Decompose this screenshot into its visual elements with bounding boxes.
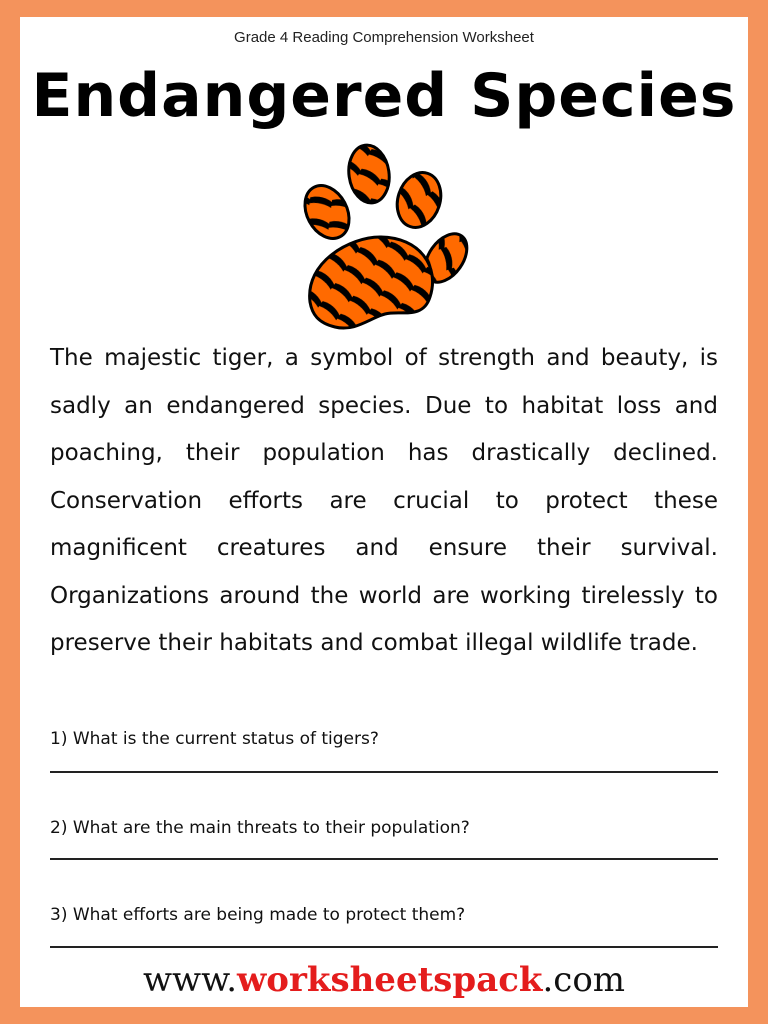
tiger-paw-icon — [280, 132, 480, 332]
reading-passage: The majestic tiger, a symbol of strength and beauty, is sadly an endangered species. Due to habitat loss and poaching, their population has drastically declined. Conservation efforts are crucial to protect these magnificent creatures and ensure their survival. Organizations around the world are working tirelessly to preserve their habitats and combat illegal wildlife trade. — [50, 345, 718, 656]
answer-line-1[interactable] — [50, 771, 718, 773]
answer-line-3[interactable] — [50, 946, 718, 948]
website-footer[interactable] — [20, 960, 748, 1000]
worksheet-page — [20, 17, 748, 1007]
grade-label: Grade 4 Reading Comprehension Worksheet — [234, 29, 534, 46]
footer-prefix: www. — [142, 960, 238, 1000]
page-title: Endangered Species — [31, 61, 737, 131]
question-1: 1) What is the current status of tigers? — [50, 729, 379, 749]
question-2: 2) What are the main threats to their population? — [50, 818, 470, 838]
answer-line-2[interactable] — [50, 858, 718, 860]
footer-suffix: .com — [542, 960, 626, 1000]
question-3: 3) What efforts are being made to protect them? — [50, 905, 466, 925]
footer-brand: worksheetspack — [237, 960, 543, 1000]
